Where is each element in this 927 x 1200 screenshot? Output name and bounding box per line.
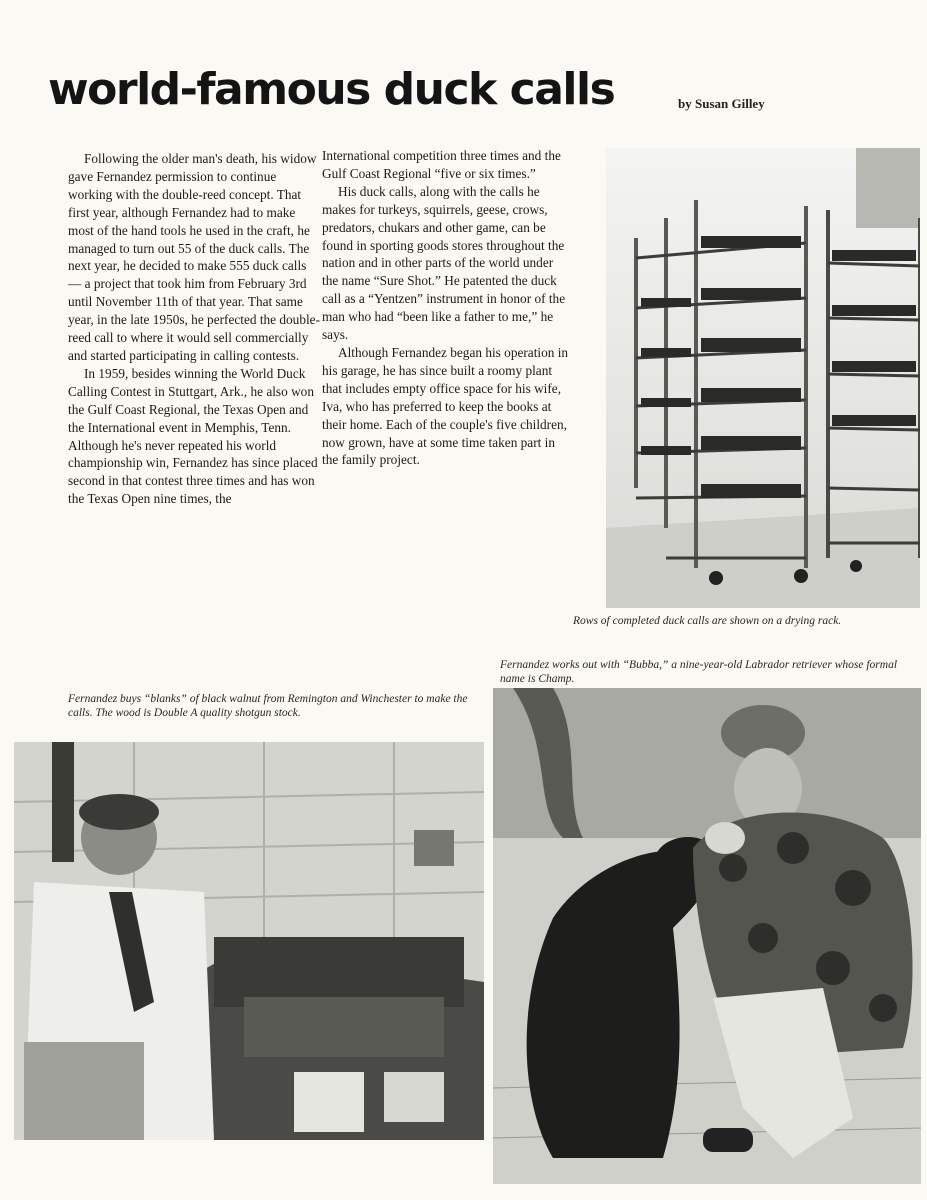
paragraph: Following the older man's death, his widow gave Fernandez permission to continue working with the double-reed concept. That first year, although Fernandez had to make most of the hand tools he used in the craft, he managed to turn out 55 of the duck calls. The next year, he decided to make 555 duck calls — a project that took him from February 3rd until November 11th of that year. That same year, in the late 1950s, he perfected the double-reed call to where it would sell commercially and started participating in calling contests.: [68, 151, 321, 363]
article-column-2: [322, 147, 570, 469]
paragraph: Although Fernandez began his operation in his garage, he has since built a roomy plant that includes empty office space for his wife, Iva, who has preferred to keep the books at their home. Each of the couple's five children, now grown, have at some time taken part in the family project.: [322, 344, 569, 468]
drying-rack-photo: [606, 148, 920, 608]
lathe-photo-caption: Fernandez buys “blanks” of black walnut from Remington and Winchester to make the calls. The wood is Double A quality shotgun stock.: [68, 693, 468, 719]
drying-rack-caption: Rows of completed duck calls are shown on a drying rack.: [573, 615, 842, 627]
paragraph: International competition three times and the Gulf Coast Regional “five or six times.”: [322, 148, 561, 181]
dog-photo-caption: Fernandez works out with “Bubba,” a nine-year-old Labrador retriever whose formal name is Champ.: [500, 659, 898, 685]
paragraph: His duck calls, along with the calls he makes for turkeys, squirrels, geese, crows, predators, chukars and other game, can be found in sporting goods stores throughout the nation and in other parts of the world under the name “Sure Shot.” He patented the duck call as a “Yentzen” instrument in honor of the man who had “been like a father to me,” he says.: [322, 183, 566, 343]
article-title: world-famous duck calls: [48, 64, 615, 115]
lathe-workshop-photo: [14, 742, 484, 1140]
byline: by Susan Gilley: [678, 96, 765, 111]
article-column-1: [68, 150, 320, 508]
paragraph: In 1959, besides winning the World Duck Calling Contest in Stuttgart, Ark., he also won the Gulf Coast Regional, the Texas Open and the International event in Memphis, Tenn. Although he's never repeated his world championship win, Fernandez has since placed second in that contest three times and has won the Texas Open nine times, the: [68, 365, 318, 507]
dog-training-photo: [493, 688, 921, 1184]
